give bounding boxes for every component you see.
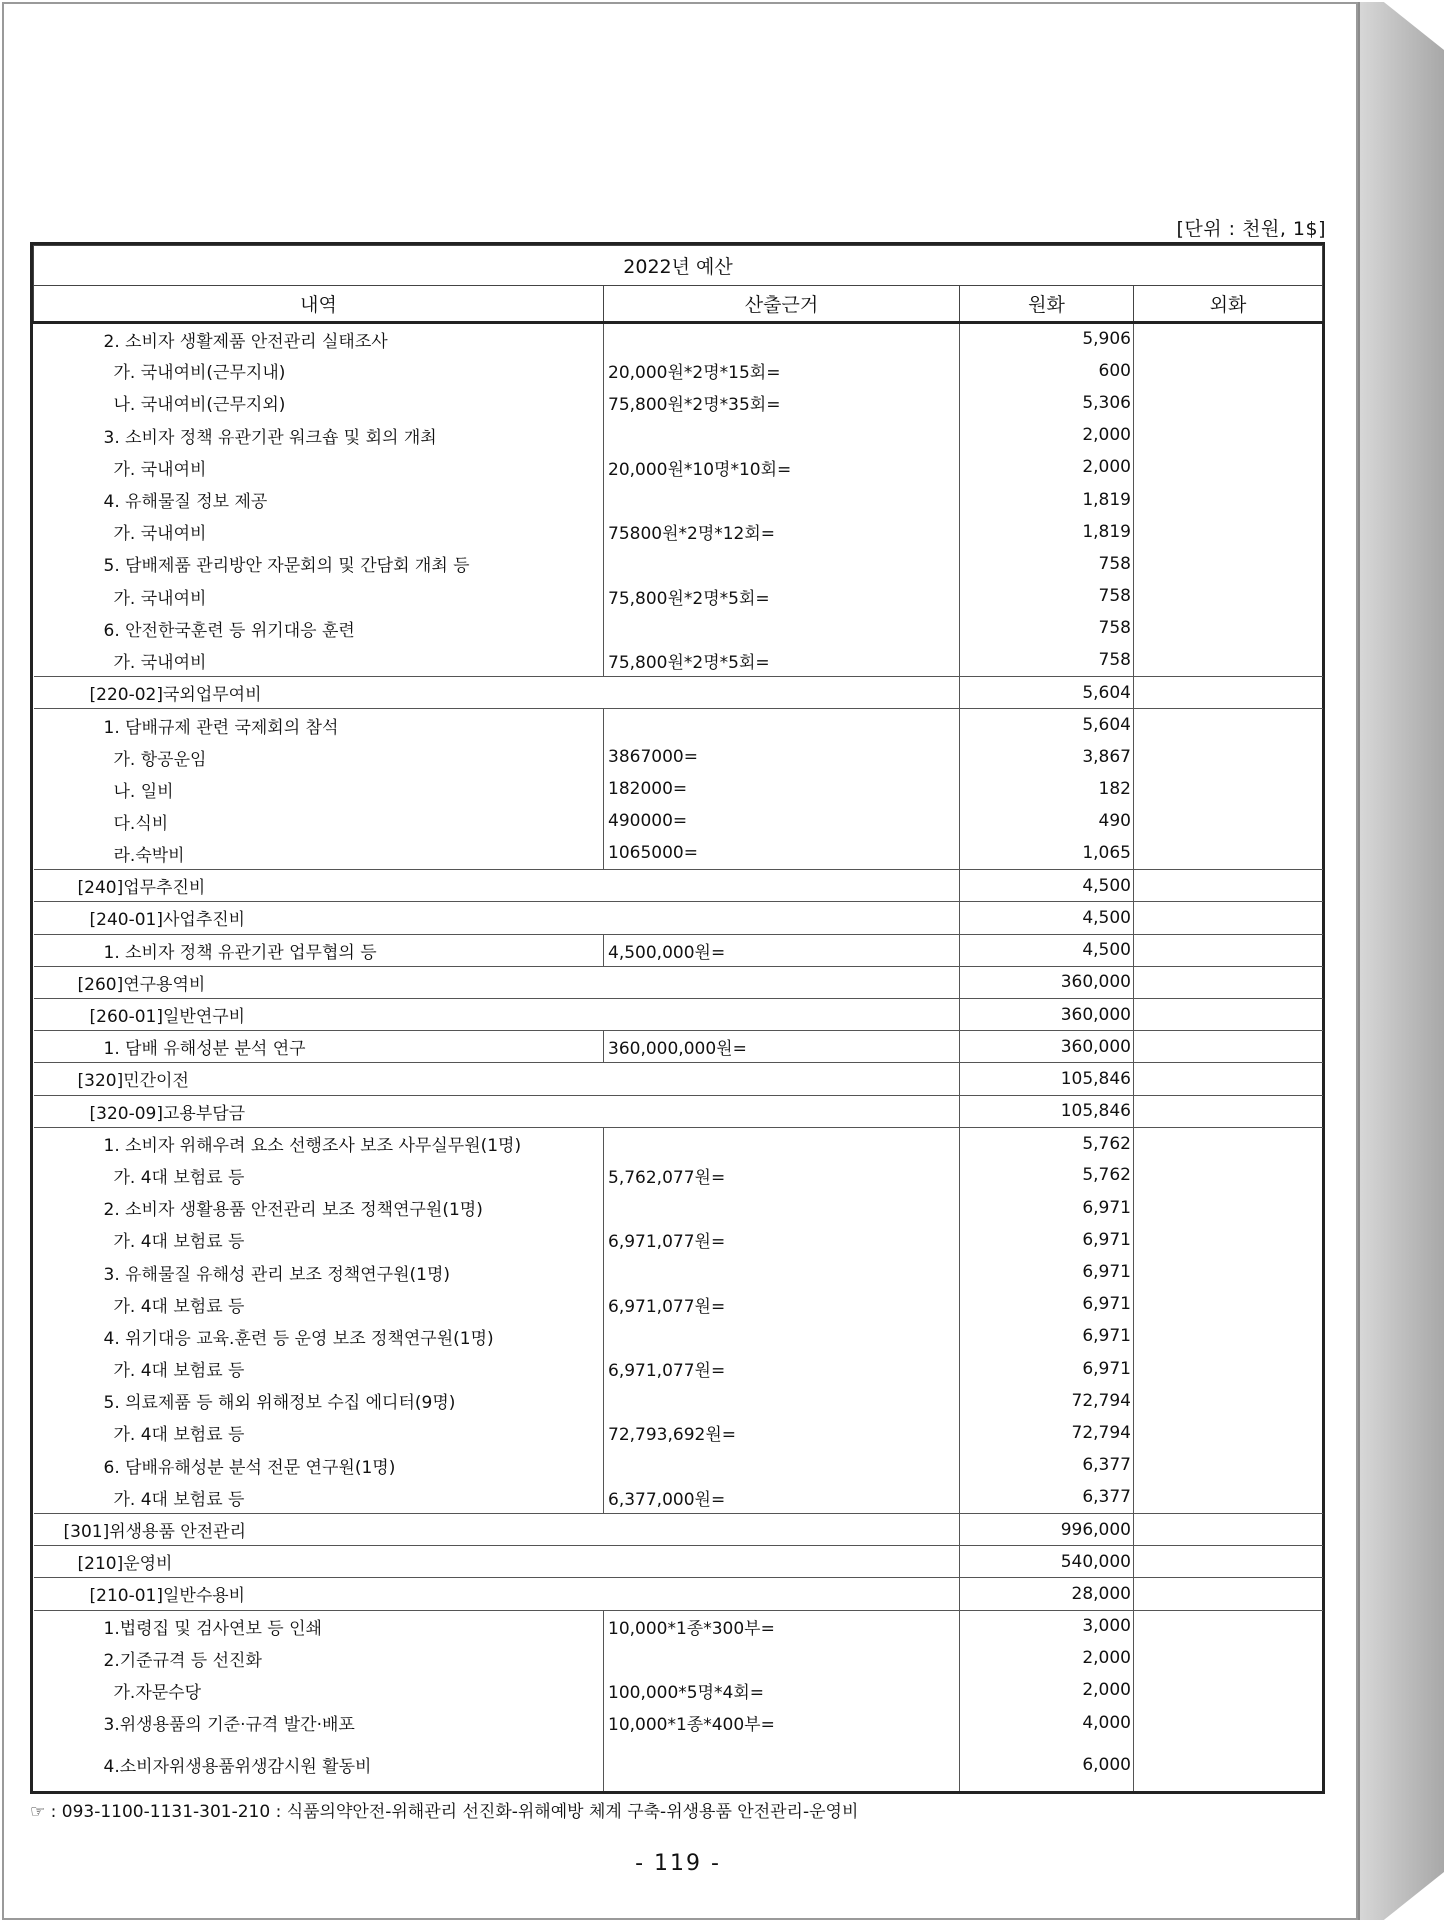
- cell-basis: 490000=: [604, 805, 960, 837]
- cell-item: 가. 4대 보험료 등: [34, 1417, 604, 1449]
- cell-item: 6. 안전한국훈련 등 위기대응 훈련: [34, 612, 604, 644]
- cell-basis: 10,000*1종*400부=: [604, 1707, 960, 1739]
- cell-item: [220-02]국외업무여비: [34, 677, 960, 709]
- cell-basis: 182000=: [604, 773, 960, 805]
- cell-basis: [604, 612, 960, 644]
- table-row: [34, 1224, 1323, 1256]
- cell-fx: [1134, 1642, 1323, 1674]
- table-row: [34, 387, 1323, 419]
- cell-krw: 360,000: [960, 966, 1134, 998]
- cell-basis: 75,800원*2명*35회=: [604, 387, 960, 419]
- cell-fx: [1134, 483, 1323, 515]
- cell-fx: [1134, 387, 1323, 419]
- table-row: [34, 644, 1323, 676]
- cell-item: 2. 소비자 생활용품 안전관리 보조 정책연구원(1명): [34, 1192, 604, 1224]
- table-row: [34, 1449, 1323, 1481]
- cell-fx: [1134, 612, 1323, 644]
- table-row: [34, 451, 1323, 483]
- cell-fx: [1134, 451, 1323, 483]
- table-row: [34, 355, 1323, 387]
- table-row: [34, 580, 1323, 612]
- cell-basis: 6,377,000원=: [604, 1481, 960, 1513]
- table-row: [34, 483, 1323, 515]
- table-row-section: [34, 966, 1323, 998]
- cell-basis: [604, 1256, 960, 1288]
- cell-krw: 5,604: [960, 677, 1134, 709]
- cell-fx: [1134, 709, 1323, 741]
- cell-fx: [1134, 838, 1323, 870]
- cell-item: 가. 4대 보험료 등: [34, 1224, 604, 1256]
- cell-item: [240-01]사업추진비: [34, 902, 960, 934]
- cell-item: 나. 일비: [34, 773, 604, 805]
- table-row: [34, 1707, 1323, 1739]
- cell-fx: [1134, 1031, 1323, 1063]
- table-row: [34, 1642, 1323, 1674]
- cell-fx: [1134, 1385, 1323, 1417]
- cell-fx: [1134, 741, 1323, 773]
- cell-item: 1. 담배규제 관련 국제회의 참석: [34, 709, 604, 741]
- cell-basis: [604, 483, 960, 515]
- table-row: [34, 419, 1323, 451]
- table-header-row: [34, 286, 1323, 323]
- cell-basis: [604, 419, 960, 451]
- cell-fx: [1134, 1063, 1323, 1095]
- cell-item: 가. 4대 보험료 등: [34, 1288, 604, 1320]
- table-row-section: [34, 1095, 1323, 1127]
- budget-table: [33, 245, 1323, 1791]
- cell-basis: 72,793,692원=: [604, 1417, 960, 1449]
- table-row: [34, 1610, 1323, 1642]
- cell-fx: [1134, 516, 1323, 548]
- table-row: [34, 741, 1323, 773]
- cell-item: [210]운영비: [34, 1546, 960, 1578]
- cell-krw: 540,000: [960, 1546, 1134, 1578]
- cell-krw: 4,500: [960, 902, 1134, 934]
- cell-basis: 75,800원*2명*5회=: [604, 580, 960, 612]
- cell-krw: 5,762: [960, 1127, 1134, 1159]
- table-row-section: [34, 902, 1323, 934]
- cell-krw: 72,794: [960, 1417, 1134, 1449]
- cell-krw: 5,604: [960, 709, 1134, 741]
- cell-krw: 360,000: [960, 1031, 1134, 1063]
- table-row: [34, 1031, 1323, 1063]
- cell-fx: [1134, 805, 1323, 837]
- cell-item: [320]민간이전: [34, 1063, 960, 1095]
- cell-item: 가. 국내여비: [34, 580, 604, 612]
- cell-krw: 758: [960, 548, 1134, 580]
- cell-fx: [1134, 1192, 1323, 1224]
- cell-krw: 72,794: [960, 1385, 1134, 1417]
- table-row-section: [34, 870, 1323, 902]
- cell-krw: 5,306: [960, 387, 1134, 419]
- cell-fx: [1134, 1449, 1323, 1481]
- table-row: [34, 1320, 1323, 1352]
- table-body: [34, 323, 1323, 1791]
- cell-item: 가. 국내여비: [34, 451, 604, 483]
- table-row: [34, 1739, 1323, 1791]
- cell-basis: 4,500,000원=: [604, 934, 960, 966]
- cell-fx: [1134, 1256, 1323, 1288]
- unit-label: [단위 : 천원, 1$]: [1176, 218, 1326, 240]
- cell-basis: [604, 1739, 960, 1791]
- table-row: [34, 516, 1323, 548]
- table-row: [34, 1674, 1323, 1706]
- cell-krw: 6,971: [960, 1353, 1134, 1385]
- cell-fx: [1134, 1674, 1323, 1706]
- header-item: 내역: [34, 286, 604, 323]
- cell-item: 라.숙박비: [34, 838, 604, 870]
- cell-item: 가.자문수당: [34, 1674, 604, 1706]
- cell-krw: 996,000: [960, 1513, 1134, 1545]
- table-title-row: [34, 246, 1323, 286]
- cell-basis: [604, 1449, 960, 1481]
- cell-krw: 3,867: [960, 741, 1134, 773]
- cell-krw: 2,000: [960, 1642, 1134, 1674]
- cell-fx: [1134, 1320, 1323, 1352]
- cell-item: 4. 위기대응 교육.훈련 등 운영 보조 정책연구원(1명): [34, 1320, 604, 1352]
- cell-item: 가. 4대 보험료 등: [34, 1159, 604, 1191]
- cell-fx: [1134, 1127, 1323, 1159]
- cell-item: 1. 담배 유해성분 분석 연구: [34, 1031, 604, 1063]
- cell-fx: [1134, 1546, 1323, 1578]
- table-title: 2022년 예산: [34, 246, 1323, 286]
- cell-fx: [1134, 870, 1323, 902]
- cell-basis: 1065000=: [604, 838, 960, 870]
- cell-fx: [1134, 1707, 1323, 1739]
- cell-item: [301]위생용품 안전관리: [34, 1513, 960, 1545]
- cell-item: 1. 소비자 정책 유관기관 업무협의 등: [34, 934, 604, 966]
- cell-item: [210-01]일반수용비: [34, 1578, 960, 1610]
- cell-fx: [1134, 1159, 1323, 1191]
- cell-fx: [1134, 644, 1323, 676]
- table-row-section: [34, 1578, 1323, 1610]
- cell-item: [260]연구용역비: [34, 966, 960, 998]
- page-edge-divider: [1358, 2, 1360, 1920]
- cell-basis: 6,971,077원=: [604, 1353, 960, 1385]
- cell-krw: 4,000: [960, 1707, 1134, 1739]
- cell-item: 다.식비: [34, 805, 604, 837]
- table-row: [34, 1385, 1323, 1417]
- cell-fx: [1134, 1417, 1323, 1449]
- table-row-section: [34, 677, 1323, 709]
- cell-fx: [1134, 1739, 1323, 1791]
- cell-fx: [1134, 1513, 1323, 1545]
- table-row: [34, 838, 1323, 870]
- cell-krw: 6,971: [960, 1192, 1134, 1224]
- cell-basis: 3867000=: [604, 741, 960, 773]
- cell-krw: 6,971: [960, 1256, 1134, 1288]
- cell-basis: 100,000*5명*4회=: [604, 1674, 960, 1706]
- cell-item: 2.기준규격 등 선진화: [34, 1642, 604, 1674]
- cell-item: 가. 4대 보험료 등: [34, 1353, 604, 1385]
- cell-basis: 75800원*2명*12회=: [604, 516, 960, 548]
- header-basis: 산출근거: [604, 286, 960, 323]
- cell-krw: 2,000: [960, 1674, 1134, 1706]
- cell-krw: 2,000: [960, 451, 1134, 483]
- cell-basis: [604, 1192, 960, 1224]
- cell-basis: 6,971,077원=: [604, 1288, 960, 1320]
- cell-item: 가. 국내여비: [34, 644, 604, 676]
- cell-krw: 758: [960, 580, 1134, 612]
- cell-krw: 6,377: [960, 1449, 1134, 1481]
- header-fx: 외화: [1134, 286, 1323, 323]
- cell-fx: [1134, 1353, 1323, 1385]
- cell-krw: 6,377: [960, 1481, 1134, 1513]
- cell-item: 가. 국내여비(근무지내): [34, 355, 604, 387]
- cell-fx: [1134, 548, 1323, 580]
- table-row-section: [34, 1546, 1323, 1578]
- cell-basis: 360,000,000원=: [604, 1031, 960, 1063]
- cell-krw: 1,065: [960, 838, 1134, 870]
- cell-fx: [1134, 1288, 1323, 1320]
- cell-item: 5. 의료제품 등 해외 위해정보 수집 에디터(9명): [34, 1385, 604, 1417]
- table-row: [34, 1159, 1323, 1191]
- cell-item: [260-01]일반연구비: [34, 998, 960, 1030]
- cell-basis: 6,971,077원=: [604, 1224, 960, 1256]
- cell-basis: [604, 1642, 960, 1674]
- cell-fx: [1134, 966, 1323, 998]
- cell-basis: 75,800원*2명*5회=: [604, 644, 960, 676]
- cell-item: [240]업무추진비: [34, 870, 960, 902]
- cell-basis: 20,000원*10명*10회=: [604, 451, 960, 483]
- cell-krw: 758: [960, 644, 1134, 676]
- cell-fx: [1134, 419, 1323, 451]
- cell-krw: 6,971: [960, 1224, 1134, 1256]
- table-row: [34, 805, 1323, 837]
- cell-krw: 28,000: [960, 1578, 1134, 1610]
- table-row-section: [34, 1513, 1323, 1545]
- cell-fx: [1134, 323, 1323, 355]
- cell-krw: 6,971: [960, 1288, 1134, 1320]
- table-row-section: [34, 1063, 1323, 1095]
- table-row: [34, 612, 1323, 644]
- table-row-section: [34, 998, 1323, 1030]
- cell-basis: 5,762,077원=: [604, 1159, 960, 1191]
- cell-item: 가. 항공운임: [34, 741, 604, 773]
- cell-krw: 105,846: [960, 1095, 1134, 1127]
- cell-item: 4. 유해물질 정보 제공: [34, 483, 604, 515]
- cell-basis: [604, 548, 960, 580]
- cell-item: 가. 4대 보험료 등: [34, 1481, 604, 1513]
- table-row: [34, 1353, 1323, 1385]
- cell-fx: [1134, 1610, 1323, 1642]
- cell-krw: 4,500: [960, 934, 1134, 966]
- cell-fx: [1134, 677, 1323, 709]
- table-row: [34, 773, 1323, 805]
- table-row: [34, 1256, 1323, 1288]
- table-row: [34, 323, 1323, 355]
- table-row: [34, 1127, 1323, 1159]
- cell-basis: [604, 1385, 960, 1417]
- cell-krw: 1,819: [960, 483, 1134, 515]
- header-krw: 원화: [960, 286, 1134, 323]
- cell-item: 나. 국내여비(근무지외): [34, 387, 604, 419]
- cell-item: 6. 담배유해성분 분석 전문 연구원(1명): [34, 1449, 604, 1481]
- cell-fx: [1134, 902, 1323, 934]
- table-row: [34, 1192, 1323, 1224]
- cell-fx: [1134, 1224, 1323, 1256]
- table-row: [34, 934, 1323, 966]
- cell-fx: [1134, 1481, 1323, 1513]
- page-curl-edge: [1358, 2, 1444, 1920]
- cell-krw: 182: [960, 773, 1134, 805]
- cell-krw: 1,819: [960, 516, 1134, 548]
- cell-fx: [1134, 934, 1323, 966]
- cell-fx: [1134, 355, 1323, 387]
- table-row: [34, 1417, 1323, 1449]
- cell-item: 가. 국내여비: [34, 516, 604, 548]
- cell-krw: 490: [960, 805, 1134, 837]
- cell-fx: [1134, 580, 1323, 612]
- table-row: [34, 548, 1323, 580]
- cell-item: 3. 소비자 정책 유관기관 워크숍 및 회의 개최: [34, 419, 604, 451]
- cell-basis: [604, 323, 960, 355]
- budget-table-container: [30, 242, 1325, 1794]
- cell-basis: 20,000원*2명*15회=: [604, 355, 960, 387]
- cell-krw: 6,971: [960, 1320, 1134, 1352]
- cell-krw: 6,000: [960, 1739, 1134, 1791]
- table-row: [34, 709, 1323, 741]
- cell-fx: [1134, 773, 1323, 805]
- table-row: [34, 1481, 1323, 1513]
- cell-krw: 600: [960, 355, 1134, 387]
- cell-item: 1.법령집 및 검사연보 등 인쇄: [34, 1610, 604, 1642]
- page-number: - 119 -: [635, 1851, 721, 1876]
- cell-krw: 105,846: [960, 1063, 1134, 1095]
- cell-krw: 360,000: [960, 998, 1134, 1030]
- cell-item: 2. 소비자 생활제품 안전관리 실태조사: [34, 323, 604, 355]
- cell-basis: 10,000*1종*300부=: [604, 1610, 960, 1642]
- cell-fx: [1134, 1578, 1323, 1610]
- cell-krw: 4,500: [960, 870, 1134, 902]
- cell-krw: 2,000: [960, 419, 1134, 451]
- cell-krw: 5,906: [960, 323, 1134, 355]
- cell-item: 3. 유해물질 유해성 관리 보조 정책연구원(1명): [34, 1256, 604, 1288]
- cell-fx: [1134, 1095, 1323, 1127]
- cell-krw: 5,762: [960, 1159, 1134, 1191]
- table-row: [34, 1288, 1323, 1320]
- cell-basis: [604, 1320, 960, 1352]
- footnote: ☞ : 093-1100-1131-301-210 : 식품의약안전-위해관리 선진화-위해예방 체계 구축-위생용품 안전관리-운영비: [30, 1802, 859, 1822]
- cell-item: 3.위생용품의 기준·규격 발간·배포: [34, 1707, 604, 1739]
- cell-item: 4.소비자위생용품위생감시원 활동비: [34, 1739, 604, 1791]
- cell-item: 1. 소비자 위해우려 요소 선행조사 보조 사무실무원(1명): [34, 1127, 604, 1159]
- cell-krw: 758: [960, 612, 1134, 644]
- cell-fx: [1134, 998, 1323, 1030]
- cell-item: [320-09]고용부담금: [34, 1095, 960, 1127]
- cell-basis: [604, 709, 960, 741]
- cell-item: 5. 담배제품 관리방안 자문회의 및 간담회 개최 등: [34, 548, 604, 580]
- cell-krw: 3,000: [960, 1610, 1134, 1642]
- cell-basis: [604, 1127, 960, 1159]
